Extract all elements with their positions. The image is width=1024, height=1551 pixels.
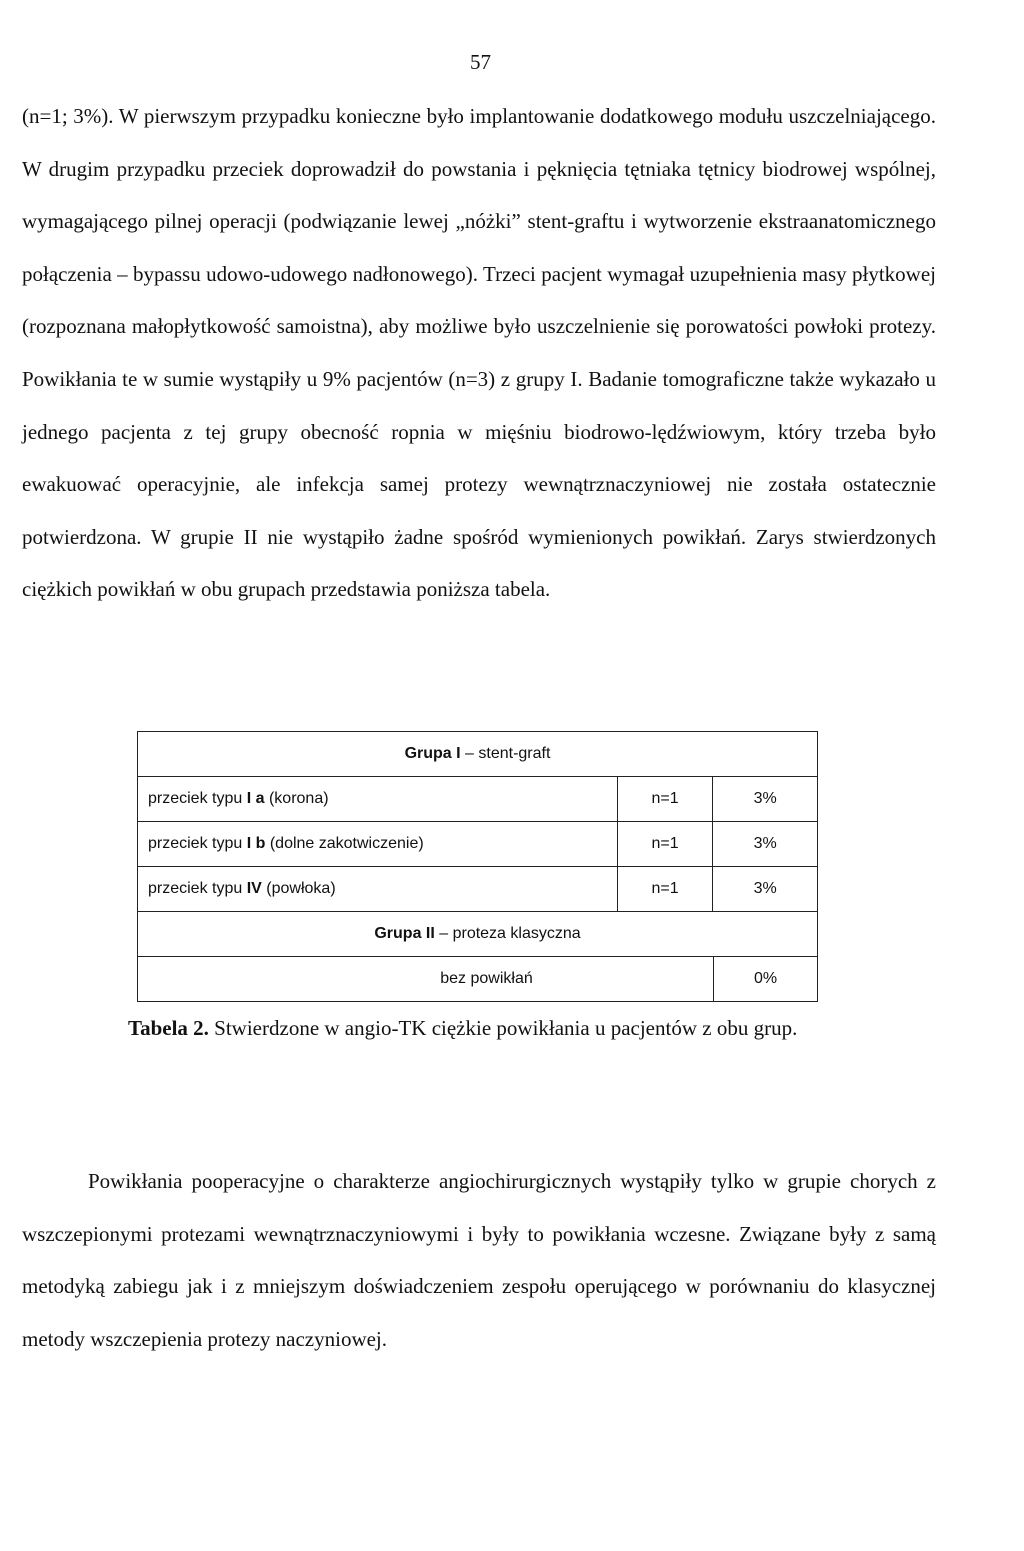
row-label <box>138 867 618 912</box>
row-label-prefix: przeciek typu <box>148 880 247 897</box>
table-row <box>138 822 818 867</box>
row-percent: 0% <box>753 970 778 987</box>
body-paragraph: Powikłania pooperacyjne o charakterze angiochirurgicznych wystąpiły tylko w grupie chorych z wszczepionymi protezami wewnątrznaczyniowymi i były to powikłania wczesne. Związane były z samą metodyką zabiegu jak i z mniejszym doświadczeniem zespołu operującego w porównaniu do klasycznej metody wszczepienia protezy naczyniowej. <box>22 1169 936 1351</box>
row-label: bez powikłań <box>138 957 714 1001</box>
table-row <box>138 867 818 912</box>
leak-type: I a <box>246 790 265 807</box>
row-label-suffix: (korona) <box>264 790 329 807</box>
caption-label: Tabela 2. <box>128 1016 209 1040</box>
row-count: n=1 <box>617 777 713 822</box>
row-label-prefix: przeciek typu <box>148 790 247 807</box>
leak-type: I b <box>246 835 266 852</box>
row-percent: 3% <box>713 777 818 822</box>
body-paragraph: (n=1; 3%). W pierwszym przypadku konieczne było implantowanie dodatkowego modułu uszczelniającego. W drugim przypadku przeciek doprowadził do powstania i pęknięcia tętniaka tętnicy biodrowej wspólnej, wymagającego pilnej operacji (podwiązanie lewej „nóżki” stent-graftu i wytworzenie ekstraanatomicznego połączenia – bypassu udowo-udowego nadłonowego). Trzeci pacjent wymagał uzupełnienia masy płytkowej (rozpoznana małopłytkowość samoistna), aby możliwe było uszczelnienie się porowatości powłoki protezy. Powikłania te w sumie wystąpiły u 9% pacjentów (n=3) z grupy I. Badanie tomograficzne także wykazało u jednego pacjenta z tej grupy obecność ropnia w mięśniu biodrowo-lędźwiowym, który trzeba było ewakuować operacyjnie, ale infekcja samej protezy wewnątrznaczyniowej nie została ostatecznie potwierdzona. W grupie II nie wystąpiło żadne spośród wymienionych powikłań. Zarys stwierdzonych ciężkich powikłań w obu grupach przedstawia poniższa tabela. <box>22 104 936 602</box>
row-label-suffix: (powłoka) <box>261 880 336 897</box>
table-row <box>138 732 818 777</box>
row-percent: 3% <box>713 822 818 867</box>
row-label-prefix: przeciek typu <box>148 835 247 852</box>
leak-type: IV <box>246 880 262 897</box>
row-percent: 3% <box>713 867 818 912</box>
group-1-subtitle: – stent-graft <box>460 745 551 762</box>
row-label-suffix: (dolne zakotwiczenie) <box>265 835 424 852</box>
table-row <box>138 777 818 822</box>
row-label <box>138 777 618 822</box>
caption-text: Stwierdzone w angio-TK ciężkie powikłania u pacjentów z obu grup. <box>208 1016 798 1040</box>
group-2-row <box>138 957 818 1002</box>
group-2-title: Grupa II <box>374 925 435 942</box>
row-count: n=1 <box>617 822 713 867</box>
group-1-title: Grupa I <box>404 745 461 762</box>
group-2-header <box>138 912 818 957</box>
group-1-header <box>138 732 818 777</box>
table-row <box>138 912 818 957</box>
row-label <box>138 822 618 867</box>
group-2-subtitle: – proteza klasyczna <box>434 925 581 942</box>
table-row <box>138 957 818 1002</box>
complications-table <box>137 731 818 1002</box>
row-count: n=1 <box>617 867 713 912</box>
page-number: 57 <box>470 50 491 74</box>
table-caption <box>128 1016 797 1041</box>
